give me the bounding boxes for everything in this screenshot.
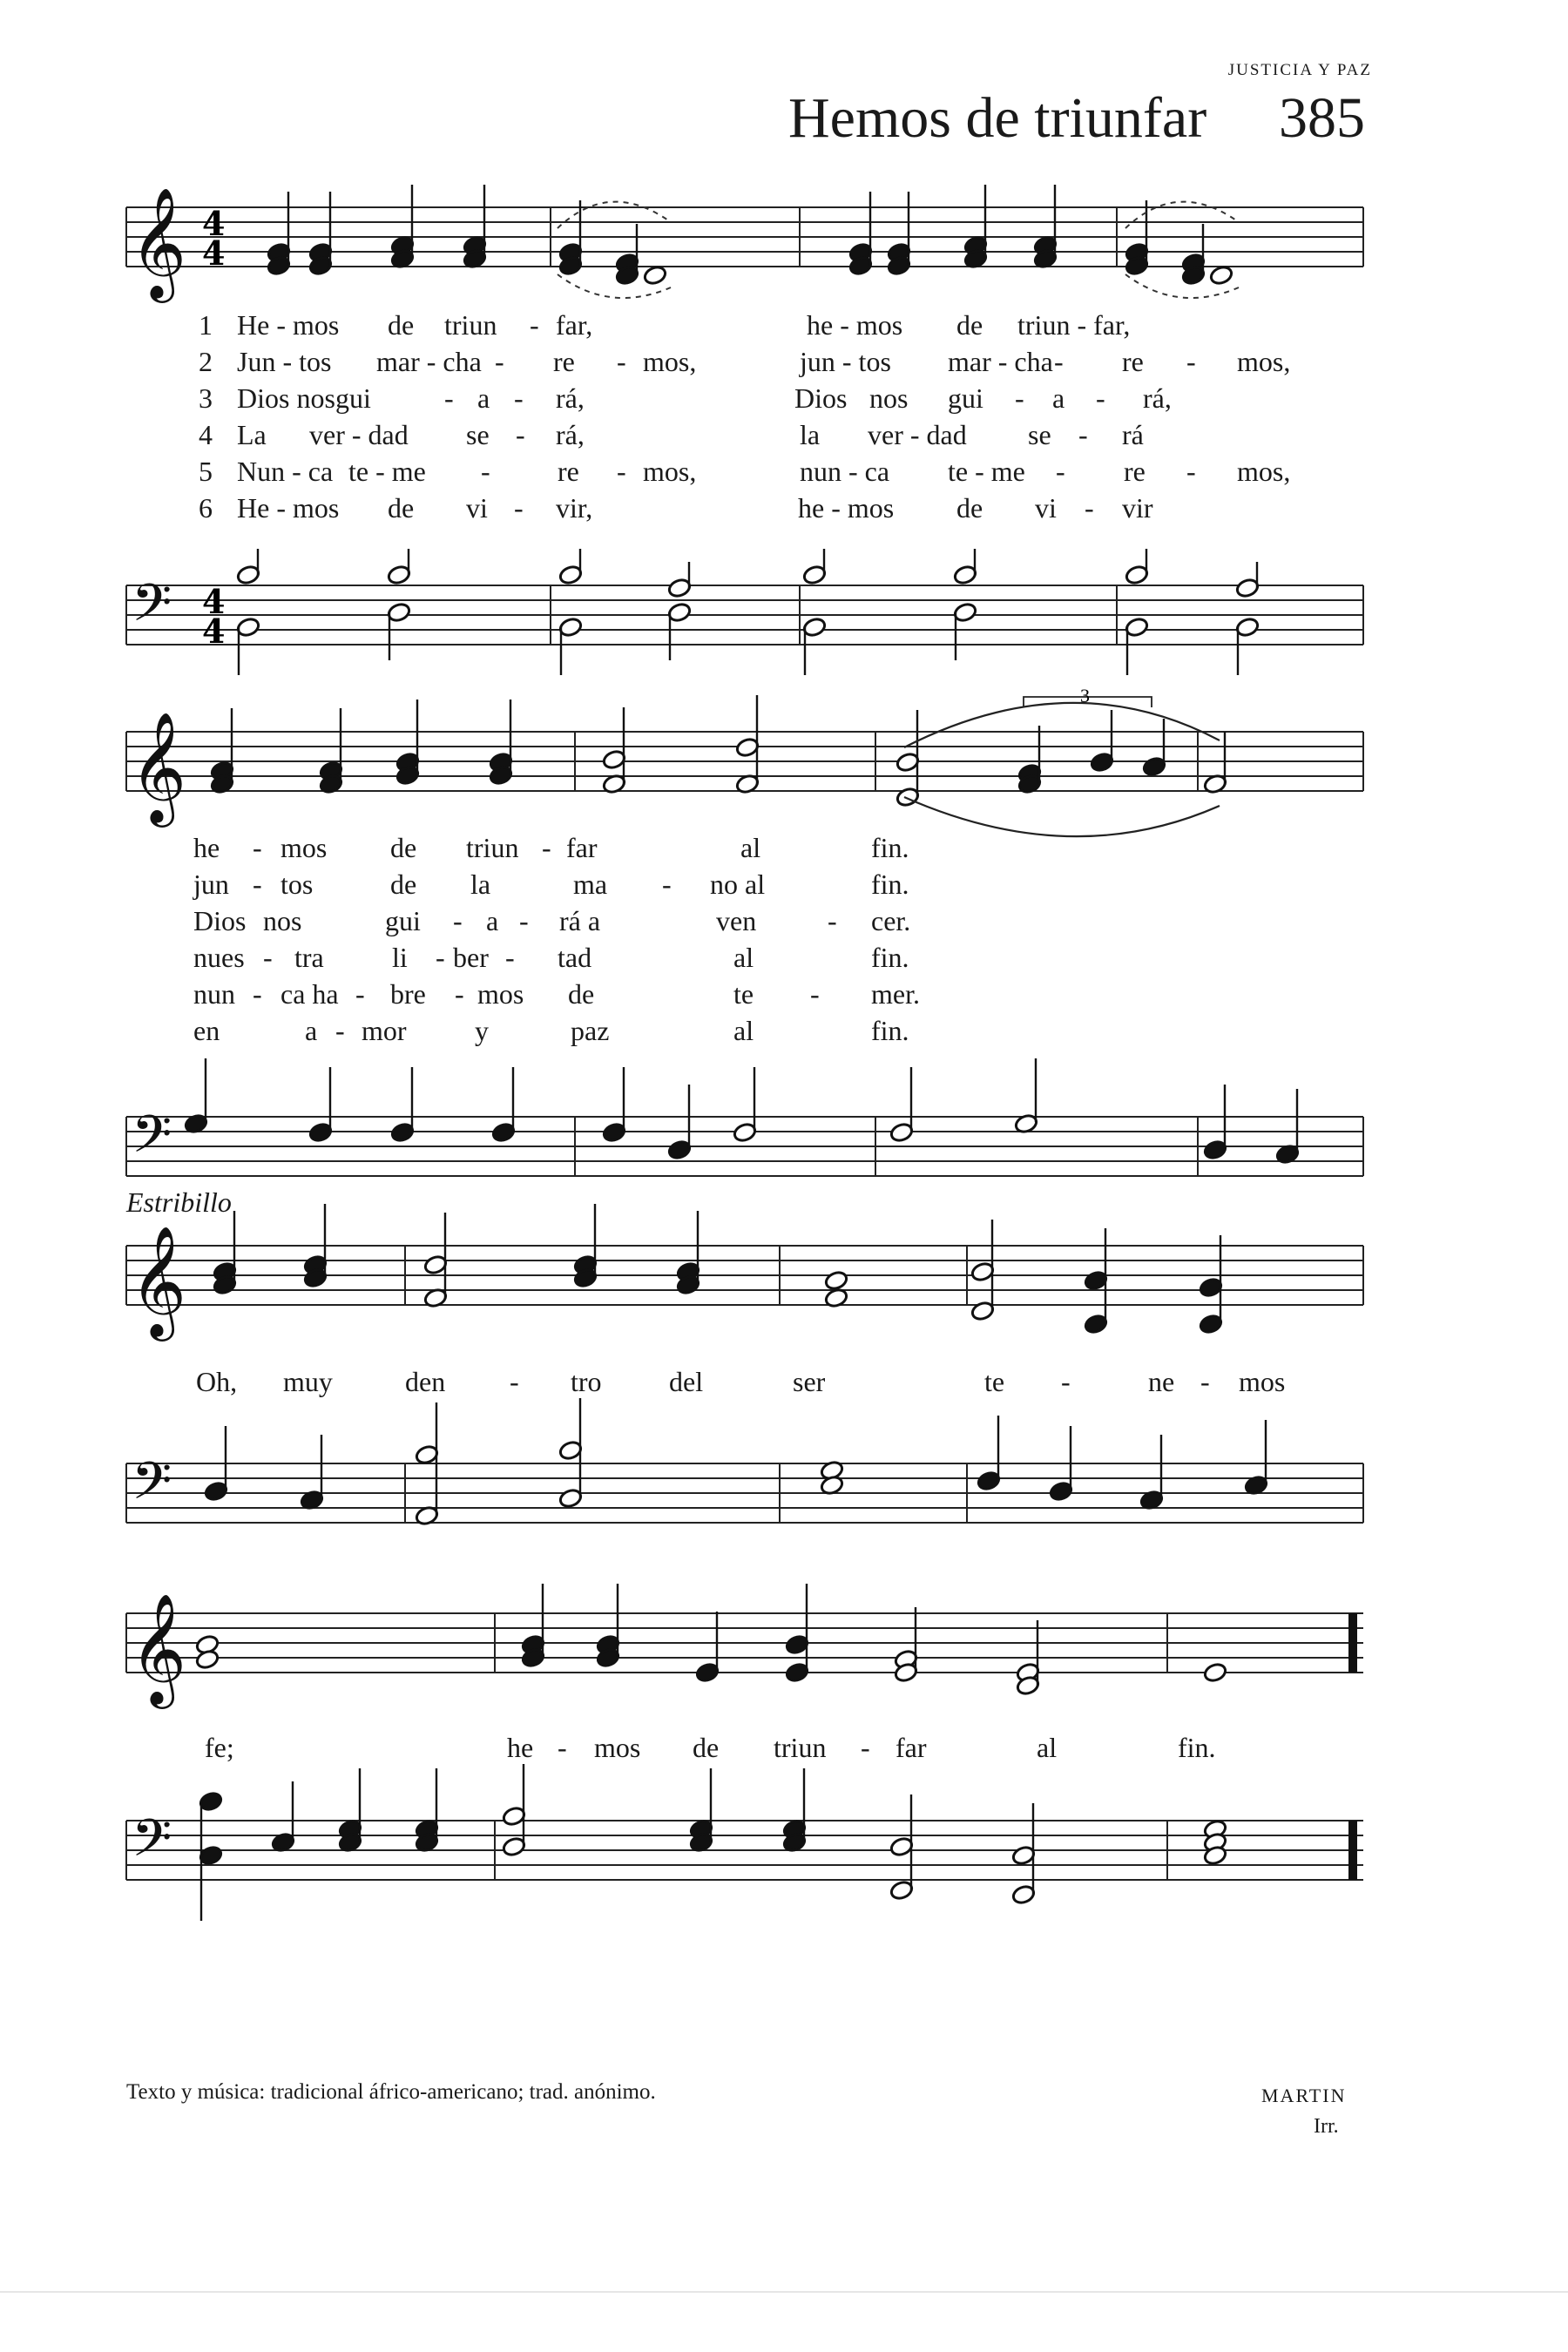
verse-2-syllable: 2 <box>199 346 213 377</box>
time-signature: 4 <box>202 204 226 243</box>
verse-continued-3-syllable: Dios <box>193 905 247 936</box>
verse-continued-1-syllable: al <box>740 832 761 863</box>
verse-4-syllable: rá <box>1122 419 1144 450</box>
verse-continued-2-syllable: - <box>662 868 672 900</box>
verse-1-syllable: he - mos <box>807 309 903 341</box>
verse-continued-6-syllable: paz <box>571 1015 610 1046</box>
time-signature: 4 <box>202 582 226 621</box>
verse-6-syllable: vi <box>1035 492 1057 524</box>
verse-6-syllable: vi <box>466 492 488 524</box>
verse-continued-6-syllable: mor <box>362 1015 407 1046</box>
verse-continued-3-syllable: cer. <box>871 905 911 936</box>
verse-continued-3-syllable: - <box>519 905 529 936</box>
verse-2-syllable: re <box>553 346 575 377</box>
verse-continued-5-syllable: bre <box>390 978 426 1010</box>
verse-4-syllable: se <box>466 419 490 450</box>
verse-continued-5-syllable: ca ha <box>280 978 339 1010</box>
bass-clef: 𝄢 <box>132 1104 172 1177</box>
section-label: JUSTICIA Y PAZ <box>1227 61 1372 79</box>
verse-3-syllable: Dios <box>794 382 848 414</box>
verse-continued-2-syllable: fin. <box>871 868 909 900</box>
tune-name: MARTIN <box>1261 2085 1347 2106</box>
treble-clef: 𝄞 <box>130 1225 187 1336</box>
treble-clef: 𝄞 <box>130 711 187 822</box>
half-note-head <box>824 1270 849 1292</box>
verse-2-syllable: jun - tos <box>800 346 891 377</box>
verse-1-syllable: triun - far, <box>1017 309 1131 341</box>
verse-6-syllable: - <box>1085 492 1094 524</box>
verse-5-syllable: Nun - ca <box>237 456 334 487</box>
refrain-syllable: ser <box>793 1366 826 1397</box>
verse-continued-3-syllable: nos <box>263 905 302 936</box>
refrain-syllable: fin. <box>1178 1732 1216 1763</box>
verse-continued-6-syllable: en <box>193 1015 220 1046</box>
verse-continued-5-syllable: - <box>455 978 464 1010</box>
verse-6-syllable: He - mos <box>237 492 340 524</box>
verse-continued-2-syllable: ma <box>573 868 608 900</box>
verse-continued-3-syllable: rá a <box>559 905 601 936</box>
verse-continued-6-syllable: - <box>335 1015 345 1046</box>
verse-2-syllable: - <box>1186 346 1196 377</box>
verse-continued-3-syllable: - <box>453 905 463 936</box>
verse-5-syllable: 5 <box>199 456 213 487</box>
final-barline <box>1348 1821 1357 1880</box>
verse-continued-2-syllable: no al <box>710 868 766 900</box>
verse-5-syllable: te - me <box>948 456 1025 487</box>
verse-6-syllable: 6 <box>199 492 213 524</box>
refrain-syllable: - <box>861 1732 870 1763</box>
refrain-syllable: Oh, <box>196 1366 238 1397</box>
refrain-syllable: de <box>693 1732 720 1763</box>
verse-2-syllable: mos, <box>1237 346 1291 377</box>
verse-6-syllable: he - mos <box>798 492 895 524</box>
verse-5-syllable: - <box>617 456 626 487</box>
verse-3-syllable: gui <box>948 382 983 414</box>
refrain-syllable: tro <box>571 1366 602 1397</box>
verse-3-syllable: Dios nos <box>237 382 335 414</box>
verse-continued-2-syllable: de <box>390 868 417 900</box>
verse-continued-1-syllable: - <box>253 832 262 863</box>
verse-continued-4-syllable: tra <box>294 942 324 973</box>
refrain-syllable: muy <box>283 1366 333 1397</box>
verse-continued-4-syllable: nues <box>193 942 245 973</box>
verse-continued-4-syllable: - <box>436 942 445 973</box>
refrain-syllable: - <box>1061 1366 1071 1397</box>
half-note-head <box>1209 265 1234 287</box>
refrain-syllable: al <box>1037 1732 1058 1763</box>
verse-5-syllable: nun - ca <box>800 456 890 487</box>
verse-4-syllable: - <box>1078 419 1088 450</box>
verse-3-syllable: rá, <box>1143 382 1172 414</box>
verse-continued-2-syllable: tos <box>280 868 314 900</box>
slur <box>904 703 1220 747</box>
verse-4-syllable: se <box>1028 419 1051 450</box>
verse-continued-2-syllable: la <box>470 868 491 900</box>
verse-3-syllable: 3 <box>199 382 213 414</box>
verse-5-syllable: mos, <box>1237 456 1291 487</box>
verse-continued-5-syllable: nun <box>193 978 235 1010</box>
refrain-syllable: - <box>1200 1366 1210 1397</box>
verse-2-syllable: mar - cha <box>376 346 482 377</box>
treble-clef: 𝄞 <box>130 186 187 298</box>
verse-6-syllable: de <box>388 492 415 524</box>
verse-1-syllable: triun <box>444 309 497 341</box>
verse-continued-1-syllable: fin. <box>871 832 909 863</box>
verse-6-syllable: - <box>514 492 524 524</box>
verse-continued-4-syllable: ber <box>453 942 489 973</box>
verse-4-syllable: - <box>516 419 525 450</box>
verse-2-syllable: Jun - tos <box>237 346 332 377</box>
verse-continued-4-syllable: - <box>505 942 515 973</box>
verse-4-syllable: La <box>237 419 267 450</box>
verse-2-syllable: re <box>1122 346 1144 377</box>
verse-1-syllable: far, <box>556 309 593 341</box>
verse-3-syllable: - <box>514 382 524 414</box>
bass-clef: 𝄢 <box>132 572 172 645</box>
refrain-syllable: del <box>669 1366 704 1397</box>
verse-continued-1-syllable: far <box>566 832 598 863</box>
verse-continued-6-syllable: fin. <box>871 1015 909 1046</box>
verse-5-syllable: re <box>558 456 579 487</box>
verse-4-syllable: la <box>800 419 821 450</box>
verse-4-syllable: 4 <box>199 419 213 450</box>
verse-1-syllable: - <box>530 309 539 341</box>
verse-5-syllable: - <box>1186 456 1196 487</box>
verse-2-syllable: - <box>617 346 626 377</box>
refrain-syllable: den <box>405 1366 446 1397</box>
verse-continued-4-syllable: - <box>263 942 273 973</box>
refrain-syllable: - <box>510 1366 519 1397</box>
verse-3-syllable: nos <box>869 382 909 414</box>
bass-clef: 𝄢 <box>132 1450 172 1524</box>
verse-5-syllable: te - me <box>348 456 426 487</box>
page-footer-rule <box>0 2291 1568 2293</box>
verse-3-syllable: gui <box>335 382 371 414</box>
verse-continued-4-syllable: li <box>392 942 408 973</box>
verse-2-syllable: mar - cha <box>948 346 1053 377</box>
verse-6-syllable: vir <box>1122 492 1153 524</box>
verse-continued-5-syllable: te <box>733 978 754 1010</box>
verse-2-syllable: mos, <box>643 346 697 377</box>
verse-4-syllable: rá, <box>556 419 585 450</box>
refrain-syllable: he <box>507 1732 534 1763</box>
verse-continued-1-syllable: de <box>390 832 417 863</box>
verse-5-syllable: mos, <box>643 456 697 487</box>
hymn-title: Hemos de triunfar <box>788 86 1207 150</box>
slur <box>904 797 1220 836</box>
time-signature: 4 <box>202 612 226 651</box>
verse-2-syllable: - <box>1054 346 1064 377</box>
verse-continued-5-syllable: - <box>355 978 365 1010</box>
verse-1-syllable: 1 <box>199 309 213 341</box>
verse-3-syllable: rá, <box>556 382 585 414</box>
verse-3-syllable: - <box>1096 382 1105 414</box>
verse-continued-1-syllable: mos <box>280 832 328 863</box>
verse-continued-1-syllable: triun <box>466 832 519 863</box>
verse-continued-1-syllable: he <box>193 832 220 863</box>
verse-continued-3-syllable: gui <box>385 905 421 936</box>
verse-4-syllable: ver - dad <box>868 419 967 450</box>
dashed-slur <box>558 202 671 228</box>
refrain-syllable: ne <box>1148 1366 1175 1397</box>
verse-1-syllable: de <box>956 309 983 341</box>
refrain-syllable: te <box>984 1366 1005 1397</box>
verse-5-syllable: re <box>1124 456 1146 487</box>
verse-continued-2-syllable: - <box>253 868 262 900</box>
half-note-head <box>1203 1662 1228 1684</box>
verse-continued-6-syllable: a <box>305 1015 318 1046</box>
hymn-number: 385 <box>1279 86 1365 150</box>
credit-line: Texto y música: tradicional áfrico-americano; trad. anónimo. <box>126 2080 656 2104</box>
verse-5-syllable: - <box>481 456 490 487</box>
verse-continued-1-syllable: - <box>542 832 551 863</box>
verse-3-syllable: - <box>1015 382 1024 414</box>
meter-label: Irr. <box>1314 2115 1339 2138</box>
refrain-label: Estribillo <box>126 1186 232 1218</box>
refrain-syllable: mos <box>1239 1366 1286 1397</box>
verse-4-syllable: ver - dad <box>309 419 409 450</box>
half-note-head <box>643 265 668 287</box>
verse-6-syllable: vir, <box>556 492 593 524</box>
refrain-syllable: mos <box>594 1732 641 1763</box>
verse-1-syllable: He - mos <box>237 309 340 341</box>
verse-continued-4-syllable: tad <box>558 942 592 973</box>
verse-continued-3-syllable: a <box>486 905 499 936</box>
triplet-number: 3 <box>1080 685 1090 706</box>
refrain-syllable: triun <box>774 1732 827 1763</box>
verse-continued-3-syllable: ven <box>716 905 757 936</box>
verse-6-syllable: de <box>956 492 983 524</box>
verse-continued-5-syllable: de <box>568 978 595 1010</box>
verse-continued-6-syllable: y <box>475 1015 489 1046</box>
refrain-syllable: - <box>558 1732 567 1763</box>
verse-continued-5-syllable: mer. <box>871 978 920 1010</box>
final-barline <box>1348 1613 1357 1673</box>
verse-continued-5-syllable: - <box>253 978 262 1010</box>
verse-continued-5-syllable: mos <box>477 978 524 1010</box>
verse-3-syllable: - <box>444 382 454 414</box>
verse-continued-6-syllable: al <box>733 1015 754 1046</box>
verse-3-syllable: a <box>1052 382 1065 414</box>
verse-continued-4-syllable: fin. <box>871 942 909 973</box>
dashed-slur <box>1125 202 1239 228</box>
verse-continued-4-syllable: al <box>733 942 754 973</box>
verse-2-syllable: - <box>495 346 504 377</box>
verse-continued-3-syllable: - <box>828 905 837 936</box>
verse-3-syllable: a <box>477 382 490 414</box>
verse-5-syllable: - <box>1056 456 1065 487</box>
verse-continued-5-syllable: - <box>810 978 820 1010</box>
treble-clef: 𝄞 <box>130 1592 187 1704</box>
time-signature: 4 <box>202 233 226 273</box>
refrain-syllable: far <box>896 1732 927 1763</box>
verse-continued-2-syllable: jun <box>193 868 229 900</box>
bass-clef: 𝄢 <box>132 1808 172 1881</box>
verse-1-syllable: de <box>388 309 415 341</box>
refrain-syllable: fe; <box>205 1732 234 1763</box>
